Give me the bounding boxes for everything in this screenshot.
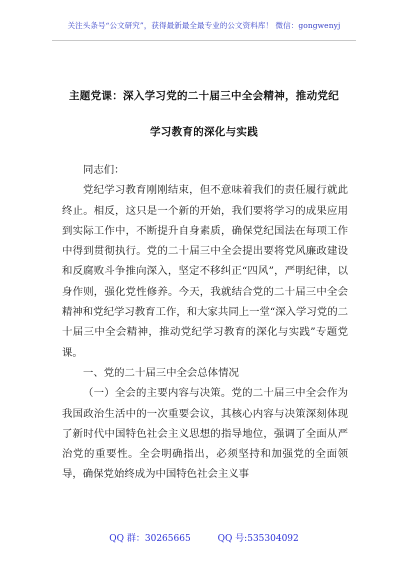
document-title-line2: 学习教育的深化与实践 [150,126,258,138]
header-promo-text: 关注头条号“公文研究”，获得最新最全最专业的公文资料库！ 微信：gongwenyj [67,21,341,30]
document-title-line1: 主题党课：深入学习党的二十届三中全会精神，推动党纪 [69,90,339,102]
footer-qq-number: QQ 号:535304092 [217,534,299,544]
paragraph-section1-1: （一）全会的主要内容与决策。党的二十届三中全会作为我国政治生活中的一次重要会议，其核心内容与决策深刻体现了新时代中国特色社会主义思想的指导地位，强调了全面从严治党的重要性。全会明确指出，必须坚持和加强党的全面领导，确保党始终成为中国特色社会主义事 [62,387,348,481]
footer-qq-group: QQ 群：30265665 [109,534,191,544]
header-divider [52,40,356,41]
section-heading-1: 一、党的二十届三中全会总体情况 [83,366,239,379]
document-body [62,160,348,485]
salutation: 同志们： [83,164,125,176]
footer-contact [0,531,408,544]
paragraph-intro: 党纪学习教育刚刚结束，但不意味着我们的责任履行就此终止。相反，这只是一个新的开始，我们要将学习的成果应用到实际工作中，不断提升自身素质，确保党纪国法在每项工作中得到贯彻执行。党的二十届三中全会提出要将党风廉政建设和反腐败斗争推向深入，坚定不移纠正“四风”，严明纪律，以身作则，强化党性修养。今天，我就结合党的二十届三中全会精神和党纪学习教育工作，和大家共同上一堂“深入学习党的二十届三中全会精神，推动党纪学习教育的深化与实践”专题党课。 [62,184,348,359]
